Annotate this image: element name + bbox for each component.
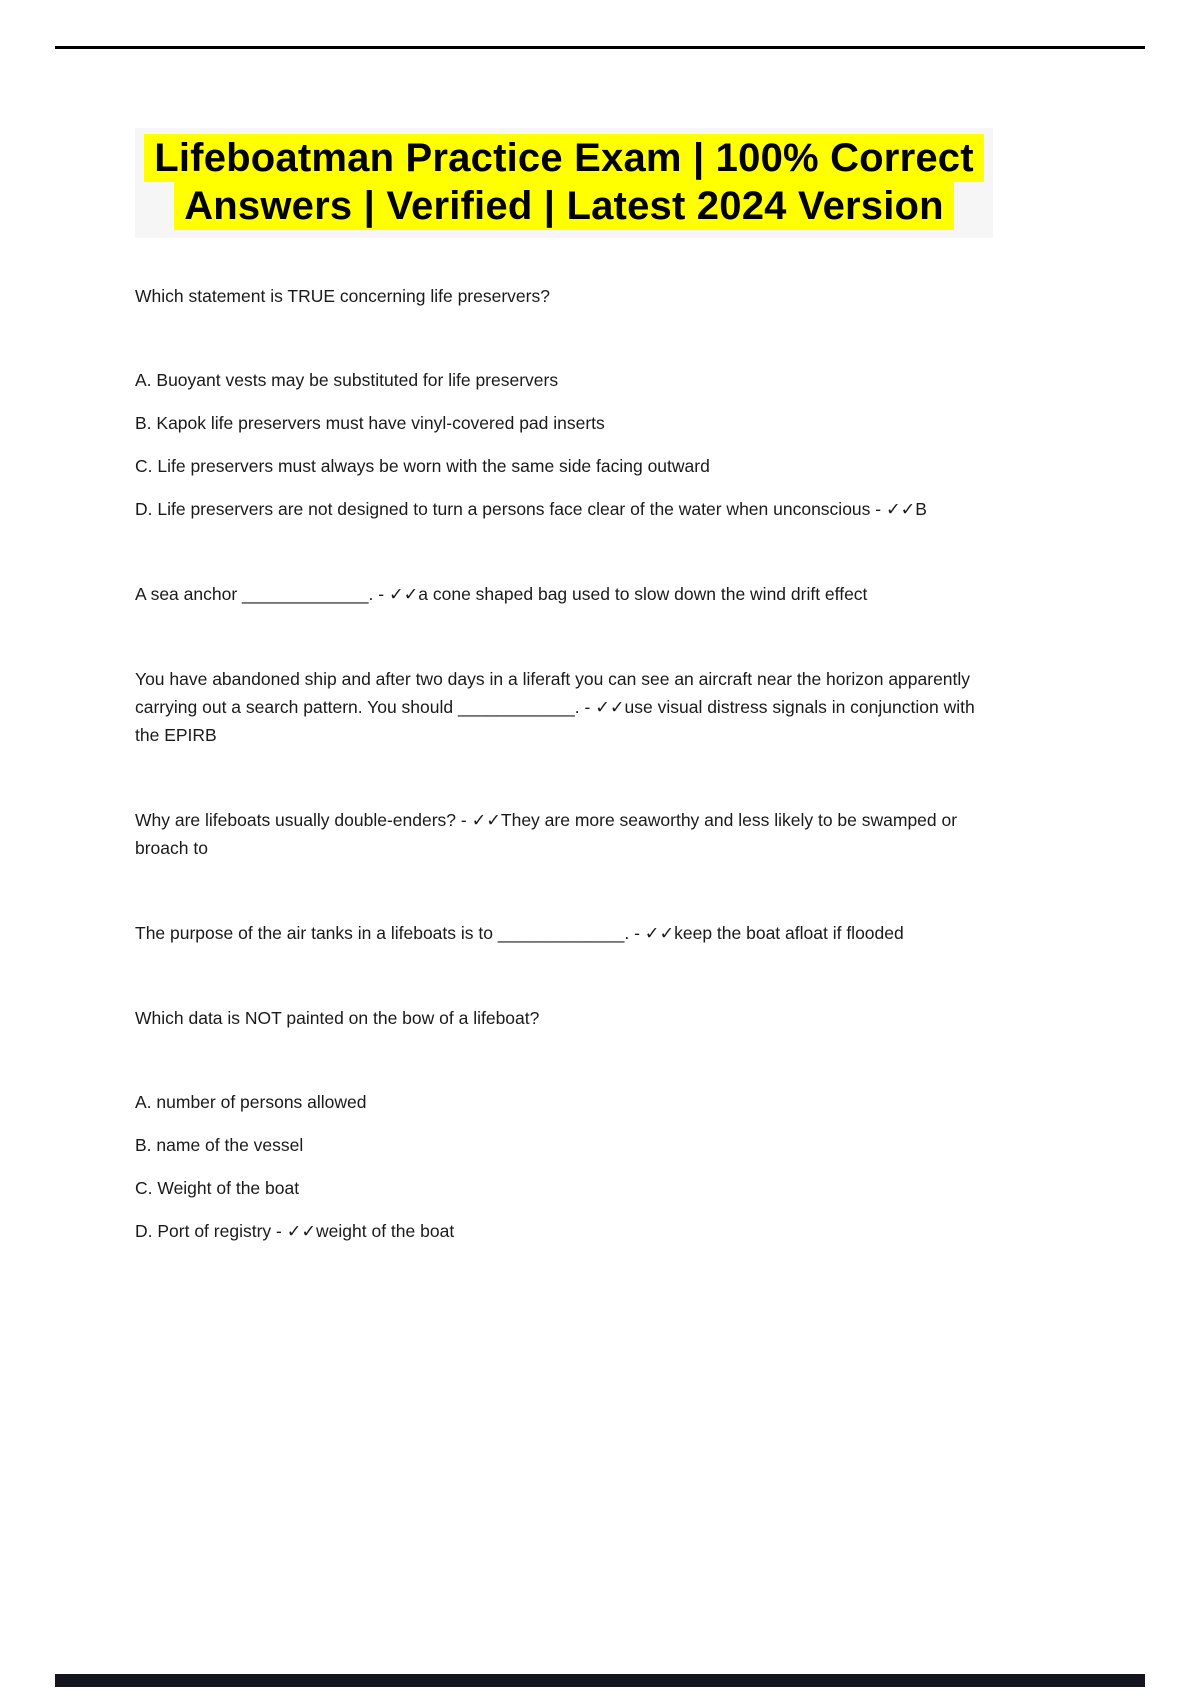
- question-3-text: You have abandoned ship and after two days in a liferaft you can see an aircraft near the horizon apparently carrying out a search pattern. You should ____________. - ✓✓use visual distress signals in conjunction with the EPIRB: [135, 669, 975, 745]
- answer-option-1a: A. Buoyant vests may be substituted for life preservers: [135, 370, 559, 390]
- document-title: [135, 128, 993, 238]
- question-5-text: The purpose of the air tanks in a lifeboats is to _____________. - ✓✓keep the boat afloat if flooded: [135, 923, 904, 943]
- question-2-text: A sea anchor _____________. - ✓✓a cone shaped bag used to slow down the wind drift effect: [135, 584, 868, 604]
- title-line-1: Lifeboatman Practice Exam | 100% Correct: [144, 134, 984, 182]
- answer-option-6b: B. name of the vessel: [135, 1135, 304, 1155]
- top-horizontal-rule: [55, 46, 1145, 49]
- answer-option-6d: D. Port of registry - ✓✓weight of the boat: [135, 1221, 455, 1241]
- title-line-2: Answers | Verified | Latest 2024 Version: [174, 182, 954, 230]
- answer-option-6a: A. number of persons allowed: [135, 1092, 367, 1112]
- answer-option-6c: C. Weight of the boat: [135, 1178, 300, 1198]
- answer-option-1d: D. Life preservers are not designed to turn a persons face clear of the water when unconscious - ✓✓B: [135, 499, 927, 519]
- question-4-text: Why are lifeboats usually double-enders? - ✓✓They are more seaworthy and less likely to be swamped or broach to: [135, 810, 958, 858]
- bottom-horizontal-bar: [55, 1674, 1145, 1687]
- answer-option-1b: B. Kapok life preservers must have vinyl-covered pad inserts: [135, 413, 605, 433]
- document-content: [135, 128, 993, 1302]
- answer-option-1c: C. Life preservers must always be worn with the same side facing outward: [135, 456, 710, 476]
- question-1-text: Which statement is TRUE concerning life preservers?: [135, 286, 550, 306]
- question-6-text: Which data is NOT painted on the bow of a lifeboat?: [135, 1008, 540, 1028]
